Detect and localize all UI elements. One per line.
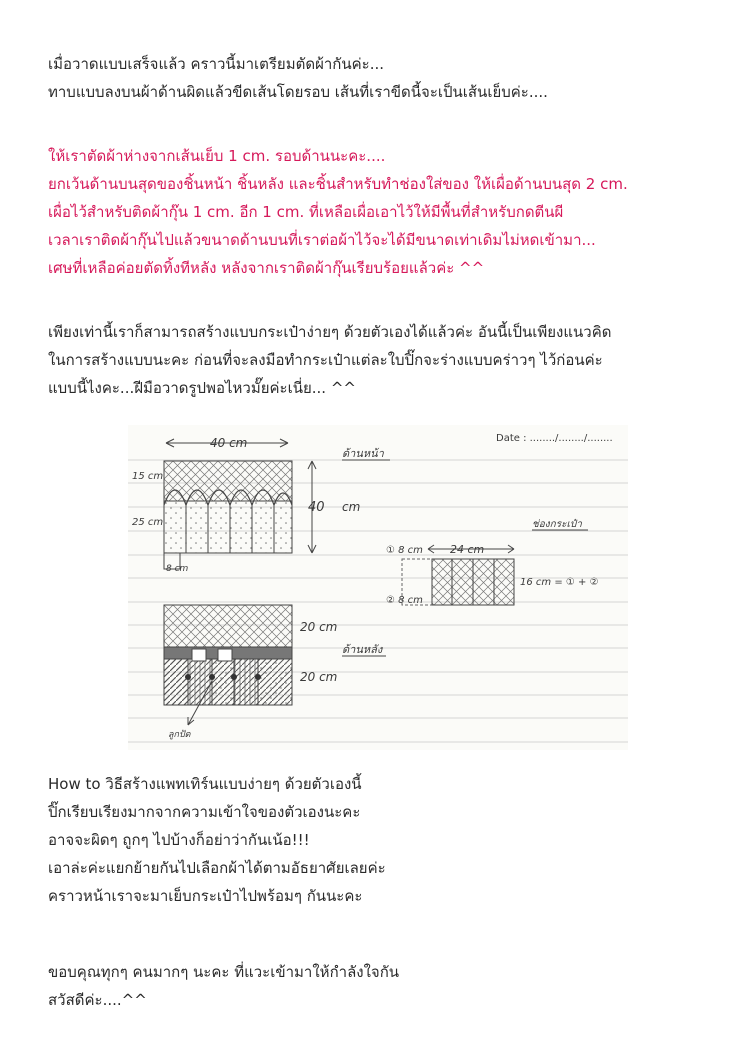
front-panel-drawing xyxy=(132,436,390,574)
closing-line: คราวหน้าเราจะมาเย็บกระเป๋าไปพร้อมๆ กันนะคะ xyxy=(48,887,363,905)
intro-line: เมื่อวาดแบบเสร็จแล้ว คราวนี้มาเตรียมตัดผ้ากันค่ะ... xyxy=(48,55,385,73)
pocket-bottom-label: ② 8 cm xyxy=(386,595,423,606)
front-width-label: 40 cm xyxy=(210,436,248,450)
front-height-label: 40 xyxy=(308,500,325,515)
summary-line: เพียงเท่านี้เราก็สามารถสร้างแบบกระเป๋าง่ายๆ ด้วยตัวเองได้แล้วค่ะ อันนี้เป็นเพียงแนวคิด xyxy=(48,323,612,341)
front-height-unit: cm xyxy=(342,500,361,514)
closing-line: อาจจะผิดๆ ถูกๆ ไปบ้างก็อย่าว่ากันเน้อ!!! xyxy=(48,831,310,849)
instruction-line: ยกเว้นด้านบนสุดของชิ้นหน้า ชิ้นหลัง และชิ้นสำหรับทำช่องใส่ของ ให้เผื่อด้านบนสุด 2 cm. xyxy=(48,175,628,193)
instruction-line: เศษที่เหลือค่อยตัดทิ้งทีหลัง หลังจากเราติดผ้ากุ๊นเรียบร้อยแล้วค่ะ ^^ xyxy=(48,259,485,277)
front-title: ด้านหน้า xyxy=(342,447,384,460)
instruction-line: ให้เราตัดผ้าห่างจากเส้นเย็บ 1 cm. รอบด้านนะคะ.... xyxy=(48,147,386,165)
intro-line: ทาบแบบลงบนผ้าด้านผิดแล้วขีดเส้นโดยรอบ เส้นที่เราขีดนี้จะเป็นเส้นเย็บค่ะ.... xyxy=(48,83,548,101)
bead-label: ลูกปัด xyxy=(168,730,191,740)
intro-paragraph xyxy=(48,50,728,106)
closing-paragraph xyxy=(48,770,728,910)
pocket-top-label: ① 8 cm xyxy=(386,545,423,556)
back-title: ด้านหลัง xyxy=(342,643,383,656)
closing-line: ปิ๊กเรียบเรียงมากจากความเข้าใจของตัวเองนะคะ xyxy=(48,803,361,821)
closing-line: เอาล่ะค่ะแยกย้ายกันไปเลือกผ้าได้ตามอัธยาศัยเลยค่ะ xyxy=(48,859,386,877)
pattern-sketch-image xyxy=(128,425,628,750)
date-label: Date : ......../......../........ xyxy=(496,433,613,444)
thanks-line: สวัสดีค่ะ....^^ xyxy=(48,991,147,1009)
dim-8-label: 8 cm xyxy=(166,564,189,574)
summary-paragraph xyxy=(48,318,728,402)
instruction-line: เผื่อไว้สำหรับติดผ้ากุ๊น 1 cm. อีก 1 cm. ที่เหลือเผื่อเอาไว้ให้มีพื้นที่สำหรับกดตีนผี xyxy=(48,203,564,221)
dim-25-label: 25 cm xyxy=(132,517,164,528)
instruction-line: เวลาเราติดผ้ากุ๊นไปแล้วขนาดด้านบนที่เราต่อผ้าไว้จะได้มีขนาดเท่าเดิมไม่หดเข้ามา... xyxy=(48,231,596,249)
dim-15-label: 15 cm xyxy=(132,471,164,482)
thanks-line: ขอบคุณทุกๆ คนมากๆ นะคะ ที่แวะเข้ามาให้กำลังใจกัน xyxy=(48,963,400,981)
pocket-width-label: 24 cm xyxy=(450,543,485,556)
back-top-label: 20 cm xyxy=(300,620,338,634)
instructions-paragraph xyxy=(48,142,728,282)
pocket-formula: 16 cm = ① + ② xyxy=(520,577,599,588)
closing-line: How to วิธีสร้างแพทเทิร์นแบบง่ายๆ ด้วยตัวเองนี้ xyxy=(48,775,362,793)
summary-line: ในการสร้างแบบนะคะ ก่อนที่จะลงมือทำกระเป๋าแต่ละใบปิ๊กจะร่างแบบคร่าวๆ ไว้ก่อนค่ะ xyxy=(48,351,603,369)
thanks-paragraph xyxy=(48,958,728,1014)
summary-line: แบบนี้ไงคะ...ฝีมือวาดรูปพอไหวมั๊ยค่ะเนี่ย... ^^ xyxy=(48,379,356,397)
pocket-title: ช่องกระเป๋า xyxy=(532,519,582,530)
back-bottom-label: 20 cm xyxy=(300,670,338,684)
